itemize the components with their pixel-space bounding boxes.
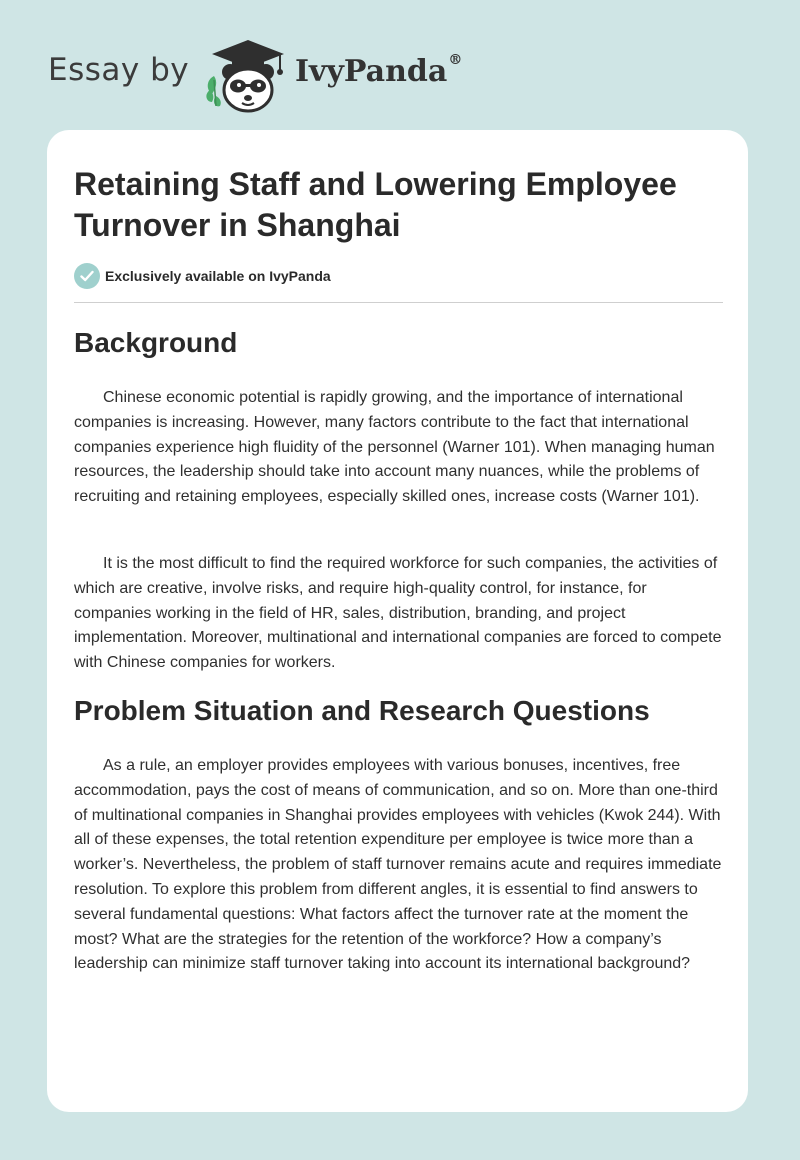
exclusive-badge (74, 263, 331, 289)
section-heading-background: Background (74, 327, 238, 358)
exclusive-label: Exclusively available on IvyPanda (105, 268, 331, 284)
section-heading-problem: Problem Situation and Research Questions (74, 695, 650, 726)
paragraph: It is the most difficult to find the required workforce for such companies, the activities of which are creative, involve risks, and require high-quality control, for instance, for companies working in the field of HR, sales, distribution, branding, and project implementation. Moreover, multinational and international companies are forced to compete with Chinese companies for workers. (74, 555, 722, 672)
paragraph: Chinese economic potential is rapidly growing, and the importance of international companies is increasing. However, many factors contribute to the fact that international companies experience high fluidity of the personnel (Warner 101). When managing human resources, the leadership should take into account many nuances, while the problems of recruiting and retaining employees, especially skilled ones, increase costs (Warner 101). (74, 389, 715, 506)
panda-graduate-icon[interactable] (202, 36, 290, 116)
essay-card (47, 130, 748, 1112)
brand-name[interactable] (295, 54, 462, 89)
page-title: Retaining Staff and Lowering Employee Turnover in Shanghai (74, 166, 677, 243)
registered-mark: ® (448, 52, 463, 68)
check-icon (74, 263, 100, 289)
essay-by-label: Essay by (48, 52, 190, 88)
paragraph: As a rule, an employer provides employees with various bonuses, incentives, free accommodation, pays the cost of means of communication, and so on. More than one-third of multinational companies in Shanghai provides employees with vehicles (Kwok 244). With all of these expenses, the total retention expenditure per employee is twice more than a worker’s. Nevertheless, the problem of staff turnover remains acute and requires immediate resolution. To explore this problem from different angles, it is essential to find answers to several fundamental questions: What factors affect the turnover rate at the moment the most? What are the strategies for the retention of the workforce? How a company’s leadership can minimize staff turnover taking into account its international background? (74, 757, 722, 973)
site-header (48, 28, 488, 108)
title-divider (74, 302, 723, 303)
brand-name-text: IvyPanda (295, 54, 448, 89)
leaf-icon (206, 76, 220, 106)
